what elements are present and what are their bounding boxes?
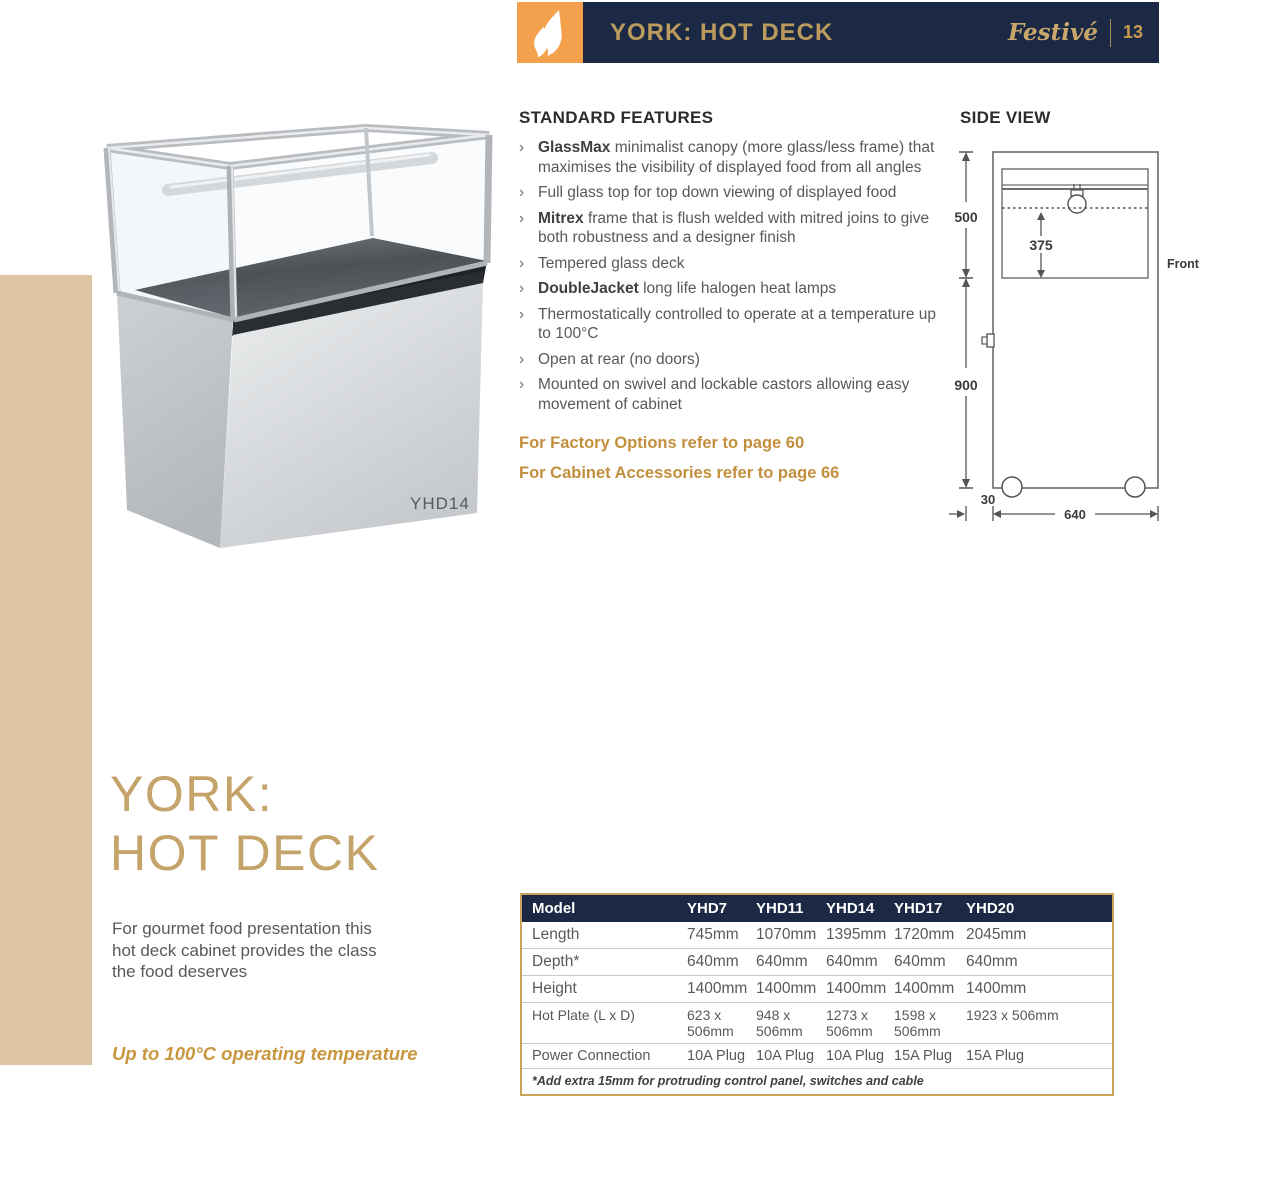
dim-375-label: 375 — [1029, 237, 1053, 253]
table-row-hotplate: Hot Plate (L x D) 623 x 506mm 948 x 506mm 1273 x 506mm 1598 x 506mm 1923 x 506mm — [521, 1003, 1113, 1044]
feature-item — [519, 279, 953, 299]
cabinet-accessories-link[interactable]: For Cabinet Accessories refer to page 66 — [519, 464, 840, 482]
feature-text: GlassMax minimalist canopy (more glass/less frame) that maximises the visibility of displayed food from all angles — [538, 139, 935, 176]
feature-item — [519, 183, 953, 203]
table-row-length: Length 745mm 1070mm 1395mm 1720mm 2045mm — [521, 922, 1113, 949]
feature-text: Full glass top for top down viewing of displayed food — [538, 184, 897, 201]
spec-table — [520, 893, 1114, 1096]
bullet-icon: › — [519, 184, 525, 201]
table-row-height: Height 1400mm 1400mm 1400mm 1400mm 1400mm — [521, 976, 1113, 1003]
table-row-power: Power Connection 10A Plug 10A Plug 10A Plug 15A Plug 15A Plug — [521, 1044, 1113, 1069]
dim-640-label: 640 — [1064, 507, 1086, 522]
header-bar — [583, 2, 1159, 63]
feature-text: Open at rear (no doors) — [538, 350, 700, 368]
factory-options-link[interactable]: For Factory Options refer to page 60 — [519, 434, 805, 452]
temperature-highlight: Up to 100°C operating temperature — [112, 1043, 418, 1064]
col-yhd7: YHD7 — [687, 894, 756, 922]
feature-item — [519, 209, 953, 248]
feature-item — [519, 254, 953, 274]
col-yhd20: YHD20 — [966, 894, 1113, 922]
product-title-line1: YORK: — [110, 766, 274, 822]
reference-links — [519, 434, 839, 494]
table-footnote: *Add extra 15mm for protruding control panel, switches and cable — [521, 1069, 1113, 1096]
brand-name: Festivé — [1007, 19, 1098, 46]
front-label: Front — [1167, 257, 1199, 271]
col-yhd14: YHD14 — [826, 894, 894, 922]
feature-text: Mitrex frame that is flush welded with mitred joins to give both robustness and a designer finish — [538, 209, 930, 246]
side-view-heading: SIDE VIEW — [960, 108, 1051, 127]
decorative-side-bar — [0, 275, 92, 1065]
product-model-label: YHD14 — [410, 494, 470, 513]
standard-features-section — [519, 108, 953, 420]
bullet-icon: › — [519, 350, 525, 368]
features-heading: STANDARD FEATURES — [519, 108, 714, 127]
bullet-icon: › — [519, 209, 525, 227]
brand-group — [1008, 2, 1143, 63]
feature-item — [519, 305, 953, 344]
product-description: For gourmet food presentation this hot deck cabinet provides the class the food deserves — [112, 919, 377, 981]
feature-item — [519, 350, 953, 370]
feature-item — [519, 375, 953, 414]
product-title-line2: HOT DECK — [110, 825, 380, 881]
feature-text: Thermostatically controlled to operate at a temperature up to 100°C — [538, 305, 937, 342]
bullet-icon: › — [519, 139, 525, 156]
dim-500-label: 500 — [954, 209, 978, 225]
table-row-depth: Depth* 640mm 640mm 640mm 640mm 640mm — [521, 949, 1113, 976]
col-model: Model — [521, 894, 687, 922]
side-view-diagram — [948, 140, 1268, 535]
page-title: YORK: HOT DECK — [610, 18, 834, 46]
spec-header-row — [521, 894, 1113, 922]
brand-flame-box — [517, 2, 583, 63]
page-number: 13 — [1122, 22, 1143, 42]
feature-item — [519, 138, 953, 177]
bullet-icon: › — [519, 376, 525, 393]
product-title — [110, 765, 379, 883]
dim-30-label: 30 — [980, 492, 996, 507]
feature-text: Mounted on swivel and lockable castors allowing easy movement of cabinet — [538, 376, 910, 413]
col-yhd17: YHD17 — [894, 894, 966, 922]
flame-icon — [517, 2, 583, 63]
bullet-icon: › — [519, 254, 525, 272]
brand-divider — [1110, 19, 1111, 47]
feature-text: Tempered glass deck — [538, 254, 685, 272]
table-footnote-row — [521, 1069, 1113, 1096]
dim-900-label: 900 — [954, 377, 978, 393]
feature-text: DoubleJacket long life halogen heat lamps — [538, 280, 837, 297]
bullet-icon: › — [519, 280, 525, 297]
col-yhd11: YHD11 — [756, 894, 826, 922]
bullet-icon: › — [519, 305, 525, 323]
